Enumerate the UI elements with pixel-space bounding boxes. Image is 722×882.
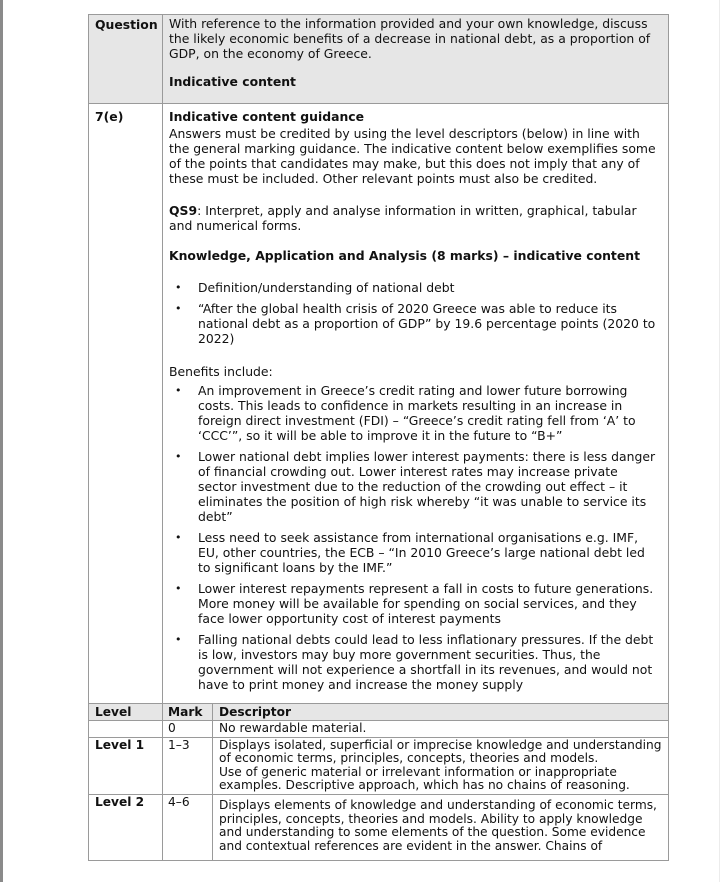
page-right-edge bbox=[719, 0, 720, 882]
indicative-content-heading: Indicative content bbox=[169, 74, 296, 89]
header-level: Level bbox=[89, 704, 163, 721]
descriptor-cell: Displays elements of knowledge and understanding of economic terms, principles, concepts, theories and models. Ability to apply knowledge and understanding to some elements of the question. Some evidence and contextual references are evident in the answer. Chains of bbox=[213, 794, 669, 860]
question-label: Question bbox=[89, 15, 163, 104]
level-cell: Level 2 bbox=[89, 794, 163, 860]
question-row bbox=[89, 15, 669, 104]
benefits-label: Benefits include: bbox=[169, 364, 273, 379]
guidance-text: Answers must be credited by using the level descriptors (below) in line with the general marking guidance. The indicative content below exemplifies some of the points that candidates may make, but this does not imply that any of these must be included. Other relevant points must also be credited. bbox=[169, 126, 656, 186]
mark-cell: 0 bbox=[163, 721, 213, 738]
answer-cell bbox=[163, 104, 669, 704]
intro-bullet-list bbox=[169, 280, 660, 346]
table-row bbox=[89, 737, 669, 794]
question-number: 7(e) bbox=[89, 104, 163, 704]
list-item: • An improvement in Greece’s credit rating and lower future borrowing costs. This leads to confidence in markets resulting in an increase in foreign direct investment (FDI) – “Greece’s credit rating fell from ‘A’ to ‘CCC’”, so it will be able to improve it in the future to “B+” bbox=[175, 383, 636, 443]
level-cell bbox=[89, 721, 163, 738]
question-table bbox=[88, 14, 669, 704]
list-item: • Falling national debts could lead to less inflationary pressures. If the debt is low, investors may buy more government securities. Thus, the government will not experience a shortfall in its revenues, and would not have to print money and increase the money supply bbox=[175, 632, 654, 692]
levels-table bbox=[88, 703, 669, 861]
table-row bbox=[89, 794, 669, 860]
bullet-icon: • bbox=[175, 384, 182, 397]
qs-label: QS9 bbox=[169, 203, 198, 218]
descriptor-cell: No rewardable material. bbox=[213, 721, 669, 738]
levels-header-row bbox=[89, 704, 669, 721]
list-item: • Lower interest repayments represent a fall in costs to future generations. More money will be available for spending on social services, and they face lower opportunity cost of interest payments bbox=[175, 581, 654, 626]
kaa-heading: Knowledge, Application and Analysis (8 marks) – indicative content bbox=[169, 248, 641, 263]
level-cell: Level 1 bbox=[89, 737, 163, 794]
list-item: • Lower national debt implies lower interest payments: there is less danger of financial crowding out. Lower interest rates may increase private sector investment due to the reduction of the crowding out effect – it eliminates the position of high risk whereby “it was unable to service its debt” bbox=[175, 449, 656, 524]
qs-text: : Interpret, apply and analyse information in written, graphical, tabular and numerical forms. bbox=[169, 203, 637, 233]
mark-scheme-sheet bbox=[88, 14, 669, 861]
bullet-icon: • bbox=[175, 531, 182, 544]
bullet-icon: • bbox=[175, 281, 182, 294]
question-text: With reference to the information provided and your own knowledge, discuss the likely economic benefits of a decrease in national debt, as a proportion of GDP, on the economy of Greece. bbox=[169, 16, 651, 61]
bullet-icon: • bbox=[175, 633, 182, 646]
list-item: • Less need to seek assistance from international organisations e.g. IMF, EU, other countries, the ECB – “In 2010 Greece’s large national debt led to significant loans by the IMF.” bbox=[175, 530, 645, 575]
answer-row bbox=[89, 104, 669, 704]
benefits-bullet-list bbox=[169, 383, 660, 692]
table-row bbox=[89, 721, 669, 738]
bullet-icon: • bbox=[175, 450, 182, 463]
list-item: • Definition/understanding of national debt bbox=[175, 280, 455, 295]
mark-cell: 1–3 bbox=[163, 737, 213, 794]
page-left-edge bbox=[0, 0, 3, 882]
list-item: • “After the global health crisis of 2020 Greece was able to reduce its national debt as a proportion of GDP” by 19.6 percentage points (2020 to 2022) bbox=[175, 301, 656, 346]
qs-line bbox=[169, 203, 660, 233]
question-cell bbox=[163, 15, 669, 104]
bullet-icon: • bbox=[175, 582, 182, 595]
header-descriptor: Descriptor bbox=[213, 704, 669, 721]
mark-cell: 4–6 bbox=[163, 794, 213, 860]
guidance-heading: Indicative content guidance bbox=[169, 109, 365, 124]
descriptor-cell: Displays isolated, superficial or imprecise knowledge and understanding of economic terms, principles, concepts, theories and models. Use of generic material or irrelevant information or inappropriate examples. Descriptive approach, which has no chains of reasoning. bbox=[213, 737, 669, 794]
header-mark: Mark bbox=[163, 704, 213, 721]
bullet-icon: • bbox=[175, 302, 182, 315]
